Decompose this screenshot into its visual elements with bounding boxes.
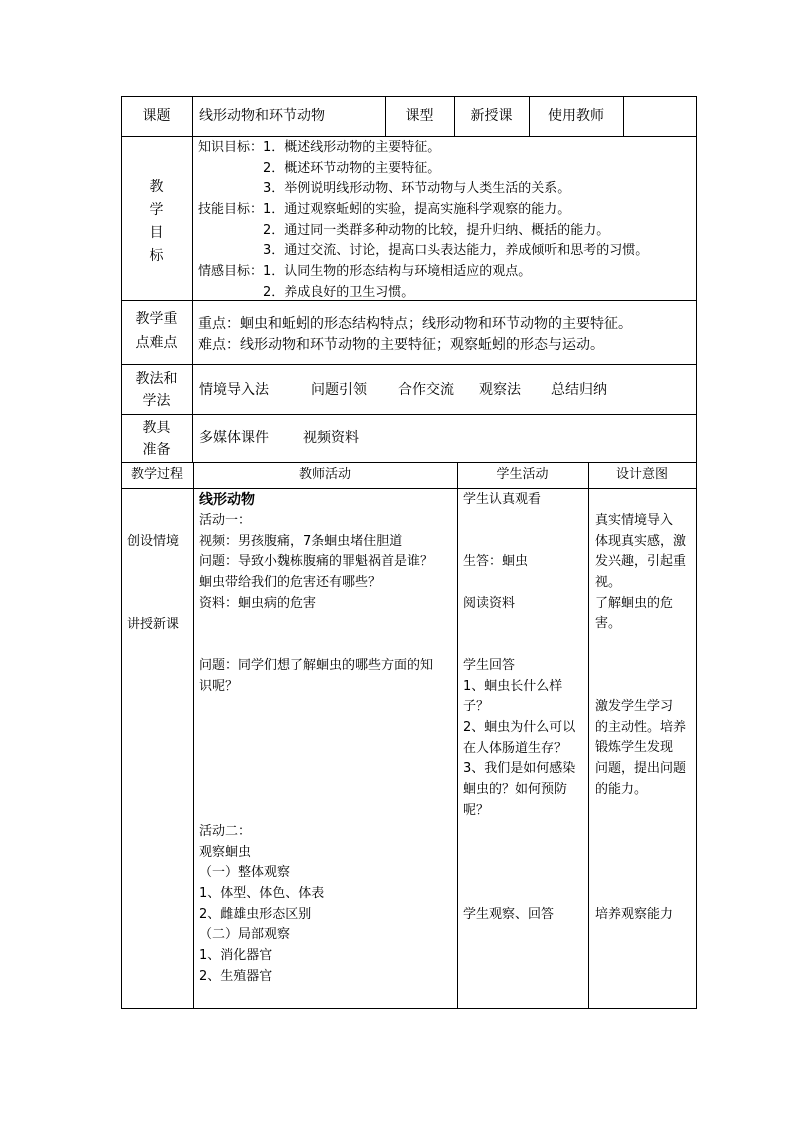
teacher-line: 活动一：	[199, 513, 252, 528]
teacher-line: （二）局部观察	[199, 927, 291, 943]
table-border	[121, 462, 697, 463]
intent-line: 的主动性。培养	[595, 719, 687, 735]
teacher-line: 2、生殖器官	[199, 968, 273, 984]
intent-line: 了解蛔虫的危	[595, 595, 674, 611]
student-line: 3、我们是如何感染	[463, 761, 576, 777]
teacher-label: 使用教师	[548, 108, 604, 124]
keypoints-label-line: 点难点	[135, 335, 178, 351]
teacher-line: 识呢？	[199, 678, 239, 694]
table-border	[121, 414, 697, 415]
student-line: 蛔虫的？如何预防	[463, 782, 568, 798]
topic-value: 线形动物和环节动物	[199, 108, 325, 124]
intent-line: 锻炼学生发现	[595, 740, 674, 756]
objective-line: 2．养成良好的卫生习惯。	[198, 284, 415, 300]
table-border	[121, 96, 697, 97]
objectives-list	[198, 138, 648, 304]
objective-line: 知识目标：1．概述线形动物的主要特征。	[198, 140, 441, 155]
methods-label	[121, 368, 192, 412]
objectives-label-char: 目	[149, 225, 164, 241]
teacher-line: 活动二：	[199, 824, 252, 839]
intent-line: 害。	[595, 616, 622, 632]
intent-line: 体现真实感，激	[595, 533, 687, 549]
table-border	[121, 136, 697, 137]
table-border	[457, 462, 458, 1008]
intent-line: 发兴趣，引起重	[595, 554, 687, 570]
tools-label-line: 教具	[142, 420, 171, 436]
student-activity: 学生观察、回答	[463, 907, 555, 922]
student-line: 在人体肠道生存？	[463, 740, 568, 756]
table-border	[121, 488, 697, 489]
objective-line: 2．概述环节动物的主要特征。	[198, 160, 441, 176]
methods-label-line: 教法和	[135, 371, 178, 387]
teacher-line: 2、雌雄虫形态区别	[199, 906, 312, 922]
process-col-teacher: 教师活动	[298, 467, 351, 482]
key-point: 重点：蛔虫和蚯蚓的形态结构特点；线形动物和环节动物的主要特征。	[198, 316, 632, 332]
table-border	[193, 462, 194, 1008]
teacher-line: （一）整体观察	[199, 865, 291, 881]
teacher-line: 问题：导致小魏栋腹痛的罪魁祸首是谁？	[199, 554, 434, 570]
table-border	[696, 96, 697, 1009]
objective-line: 3．举例说明线形动物、环节动物与人类生活的关系。	[198, 181, 571, 197]
objectives-label-char: 标	[149, 248, 164, 264]
lesson-type-value: 新授课	[470, 108, 513, 124]
intent-line: 激发学生学习	[595, 699, 674, 714]
teacher-question	[199, 656, 433, 697]
teacher-line: 1、消化器官	[199, 948, 273, 964]
table-border	[588, 462, 589, 1008]
method-item: 总结归纳	[551, 382, 607, 398]
lesson-type-label: 课型	[405, 108, 434, 124]
difficult-point: 难点：线形动物和环节动物的主要特征；观察蚯蚓的形态与运动。	[198, 337, 604, 353]
tool-item: 视频资料	[303, 430, 359, 446]
keypoints-list	[198, 314, 632, 356]
method-item: 合作交流	[398, 382, 454, 398]
tools-label	[121, 417, 192, 461]
teacher-activity-2	[199, 822, 324, 988]
student-activity: 阅读资料	[463, 596, 516, 611]
objectives-label	[121, 176, 192, 268]
design-intent-2	[595, 697, 686, 800]
student-line: 学生回答	[463, 658, 516, 673]
keypoints-label-line: 教学重	[135, 311, 178, 327]
objective-line: 2．通过同一类群多种动物的比较，提升归纳、概括的能力。	[198, 222, 610, 238]
keypoints-label	[121, 307, 192, 355]
tool-item: 多媒体课件	[199, 430, 269, 446]
intent-line: 真实情境导入	[595, 513, 674, 528]
intent-line: 的能力。	[595, 781, 648, 797]
teacher-section-title: 线形动物	[199, 492, 255, 508]
teacher-line: 资料：蛔虫病的危害	[199, 595, 317, 611]
student-activity: 生答：蛔虫	[463, 554, 529, 569]
objective-line: 技能目标：1．通过观察蚯蚓的实验，提高实施科学观察的能力。	[198, 202, 571, 218]
design-intent-1	[595, 511, 686, 635]
teacher-line: 1、体型、体色、体表	[199, 886, 325, 902]
student-line: 1、蛔虫长什么样	[463, 678, 563, 694]
intent-line: 问题，提出问题	[595, 761, 687, 777]
intent-line: 视。	[595, 575, 622, 591]
student-answers	[463, 656, 575, 822]
method-item: 情境导入法	[199, 382, 269, 398]
student-activity: 学生认真观看	[463, 492, 542, 507]
objectives-label-char: 教	[149, 179, 164, 195]
teacher-activity-1	[199, 511, 433, 614]
teacher-line: 观察蛔虫	[199, 844, 252, 860]
process-col-stage: 教学过程	[130, 467, 183, 482]
stage-label: 创设情境	[127, 534, 180, 549]
objective-line: 3．通过交流、讨论，提高口头表达能力，养成倾听和思考的习惯。	[198, 243, 649, 259]
table-border	[121, 364, 697, 365]
process-col-intent: 设计意图	[615, 467, 668, 482]
table-border	[623, 96, 624, 136]
table-border	[192, 96, 193, 462]
teacher-line: 视频：男孩腹痛，7条蛔虫堵住胆道	[199, 533, 403, 549]
student-line: 子？	[463, 699, 490, 715]
design-intent-3: 培养观察能力	[595, 907, 674, 922]
stage-label: 讲授新课	[127, 617, 180, 632]
objectives-label-char: 学	[149, 202, 164, 218]
student-line: 呢？	[463, 802, 490, 818]
method-item: 问题引领	[311, 382, 367, 398]
objective-line: 情感目标：1．认同生物的形态结构与环境相适应的观点。	[198, 264, 532, 280]
process-col-student: 学生活动	[496, 467, 549, 482]
method-item: 观察法	[479, 382, 521, 398]
table-border	[121, 1008, 697, 1009]
teacher-line: 问题：同学们想了解蛔虫的哪些方面的知	[199, 658, 434, 673]
methods-label-line: 学法	[142, 393, 171, 409]
topic-label: 课题	[142, 108, 171, 124]
student-line: 2、蛔虫为什么可以	[463, 720, 576, 736]
tools-label-line: 准备	[142, 442, 171, 458]
teacher-line: 蛔虫带给我们的危害还有哪些？	[199, 575, 382, 591]
